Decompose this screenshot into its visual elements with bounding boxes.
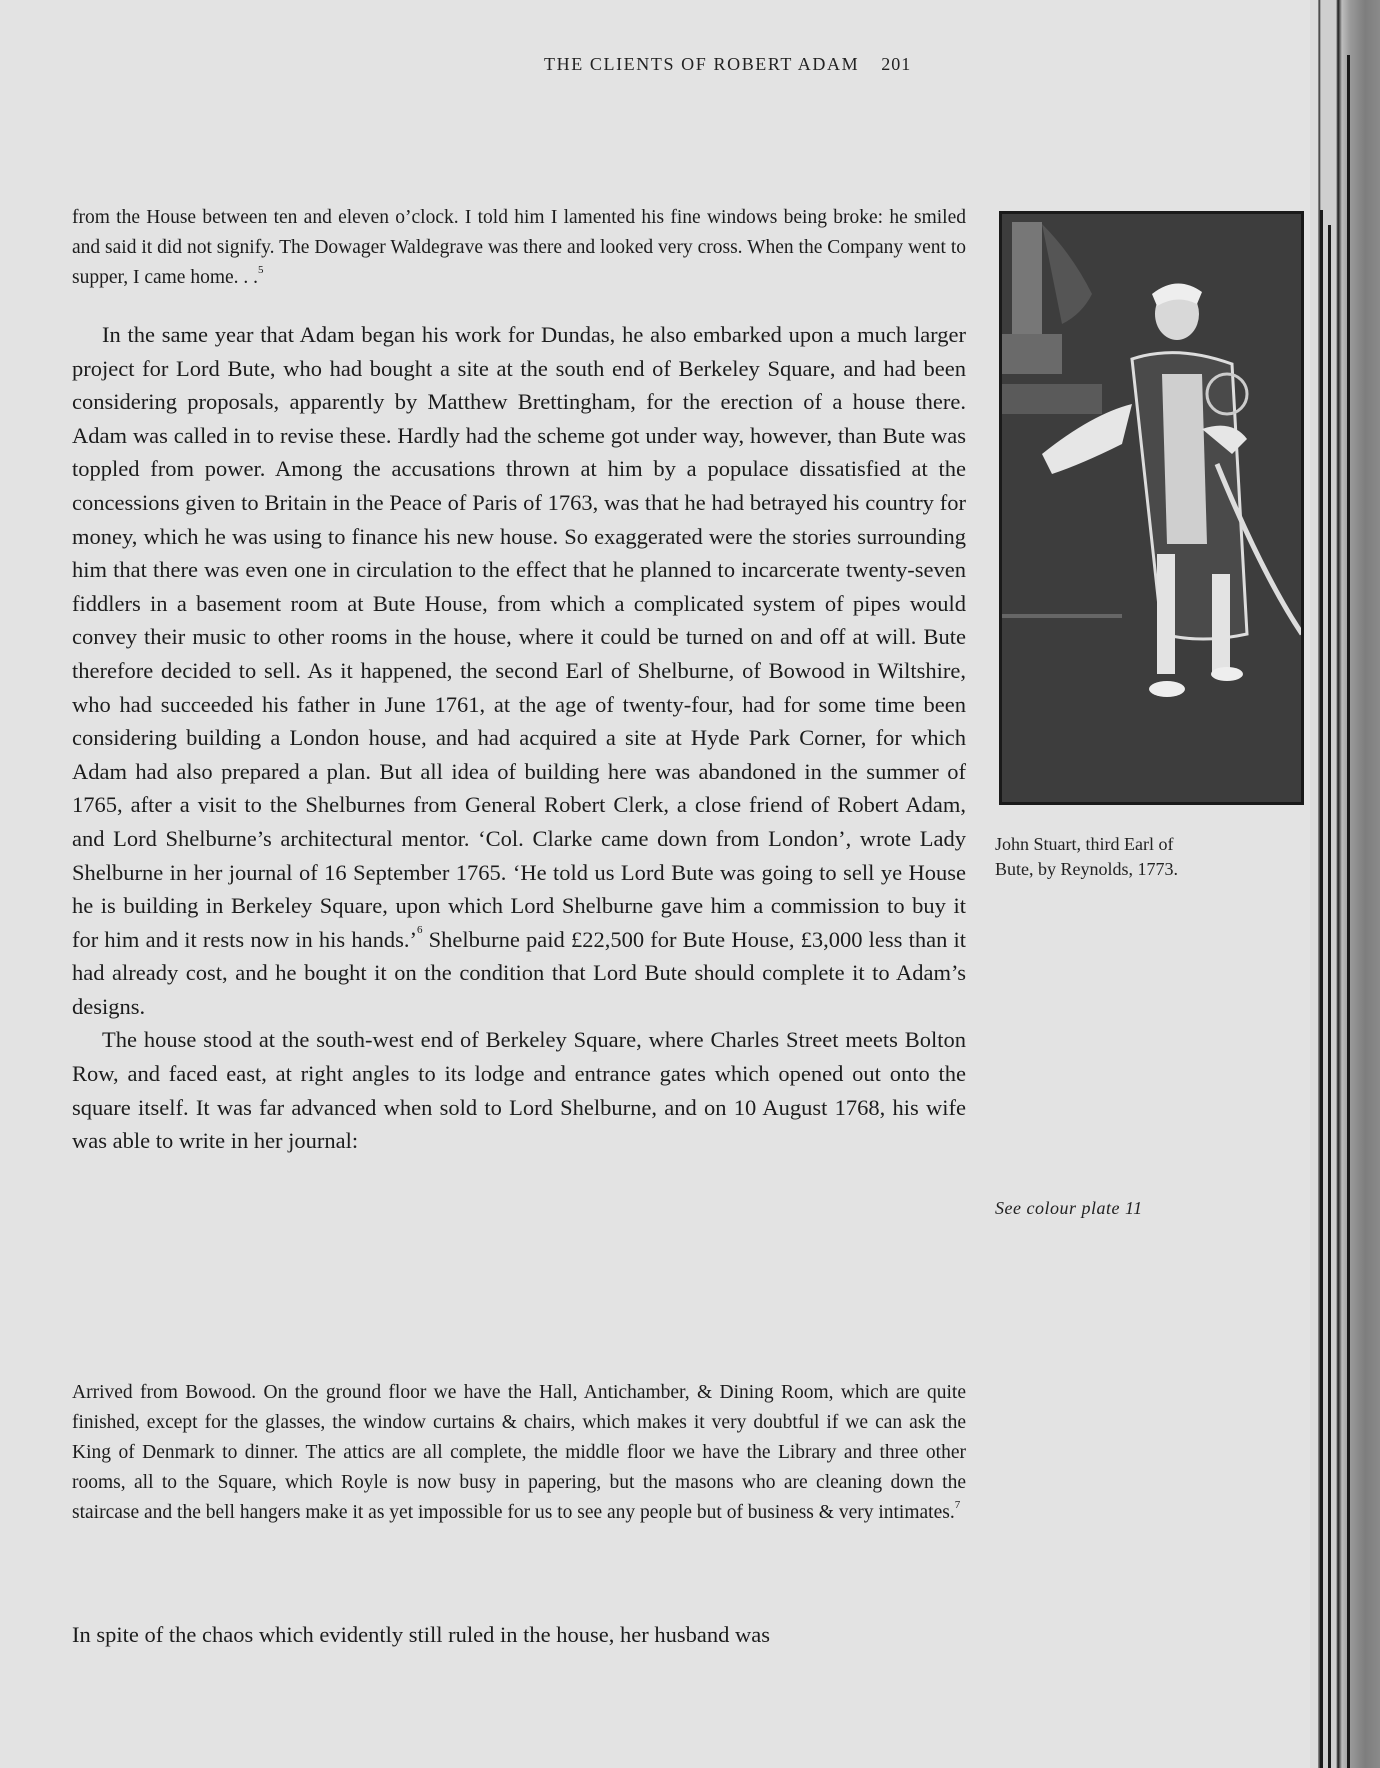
paragraph-1-continued: Shelburne paid £22,500 for Bute House, £3,000 less than it had already cost, and he bought it on the condition that Lord Bute should complete it to Adam’s designs. — [72, 926, 966, 1019]
paragraph-1-text: In the same year that Adam began his work for Dundas, he also embarked upon a much larger project for Lord Bute, who had bought a site at the south end of Berkeley Square, and had been considering proposals, apparently by Matthew Brettingham, for the erection of a house there. Adam was called in to revise these. Hardly had the scheme got under way, however, than Bute was toppled from power. Among the accusations thrown at him by a populace dissatisfied at the concessions given to Britain in the Peace of Paris of 1763, was that he had betrayed his country for money, which he was using to finance his new house. So exaggerated were the stories surrounding him that there was even one in circulation to the effect that he planned to incarcerate twenty-seven fiddlers in a basement room at Bute House, from which a complicated system of pipes would convey their music to other rooms in the house, where it could be turned on and off at will. Bute therefore decided to sell. As it happened, the second Earl of Shelburne, of Bowood in Wiltshire, who had succeeded his father in June 1761, at the age of twenty-four, had for some time been considering building a London house, and had acquired a site at Hyde Park Corner, for which Adam had also prepared a plan. But all idea of building here was abandoned in the summer of 1765, after a visit to the Shelburnes from General Robert Clerk, a close friend of Robert Adam, and Lord Shelburne’s architectural mentor. ‘Col. Clarke came down from London’, wrote Lady Shelburne in her journal of 16 September 1765. ‘He told us Lord Bute was going to sell ye House he is building in Berkeley Square, upon which Lord Shelburne gave him a commission to buy it for him and it rests now in his hands.’ — [72, 322, 966, 952]
paragraph-1 — [72, 318, 966, 1023]
main-text — [72, 318, 966, 1158]
block-quote-journal — [72, 1378, 966, 1528]
paragraph-3 — [72, 1618, 966, 1652]
book-page-edges — [1310, 0, 1380, 1768]
footnote-ref-6: 6 — [416, 923, 423, 936]
footnote-ref-5: 5 — [258, 264, 264, 276]
quote-top-text: from the House between ten and eleven o’clock. I told him I lamented his fine windows being broke: he smiled and said it did not signify. The Dowager Waldegrave was there and looked very cross. When the Company went to supper, I came home. . . — [72, 207, 966, 288]
colour-plate-reference: See colour plate 11 — [995, 1198, 1143, 1218]
running-head — [544, 54, 911, 75]
block-quote-top — [72, 203, 966, 293]
figure-caption: John Stuart, third Earl of Bute, by Reynolds, 1773. — [995, 834, 1178, 879]
paragraph-2: The house stood at the south-west end of Berkeley Square, where Charles Street meets Bolton Row, and faced east, at right angles to its lodge and entrance gates which opened out onto the square itself. It was far advanced when sold to Lord Shelburne, and on 10 August 1768, his wife was able to write in her journal: — [72, 1027, 966, 1154]
portrait-figure — [999, 211, 1304, 805]
page-number: 201 — [881, 54, 912, 74]
footnote-ref-7: 7 — [954, 1499, 961, 1511]
quote-journal-text: Arrived from Bowood. On the ground floor we have the Hall, Antichamber, & Dining Room, which are quite finished, except for the glasses, the window curtains & chairs, which makes it very doubtful if we can ask the King of Denmark to dinner. The attics are all complete, the middle floor we have the Library and three other rooms, all to the Square, which Royle is now busy in papering, but the masons who are cleaning down the staircase and the bell hangers make it as yet impossible for us to see any people but of business & very intimates. — [72, 1382, 966, 1523]
running-head-title: THE CLIENTS OF ROBERT ADAM — [544, 54, 860, 74]
paragraph-3-text: In spite of the chaos which evidently still ruled in the house, her husband was — [72, 1622, 770, 1647]
portrait-image-icon — [1002, 214, 1301, 802]
